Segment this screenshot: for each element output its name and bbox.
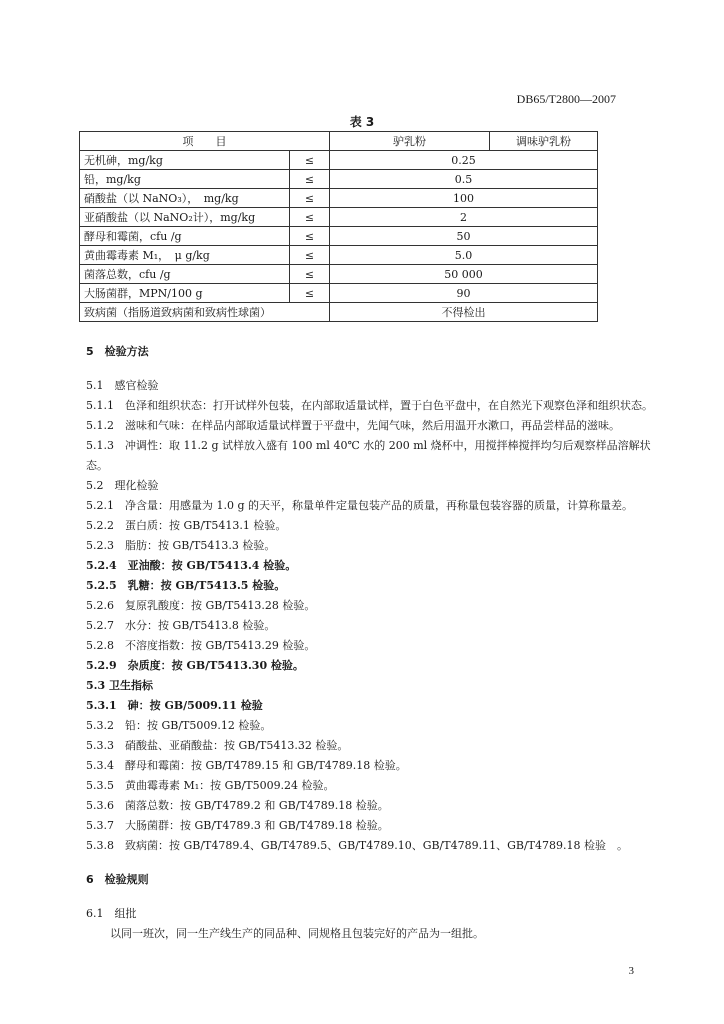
row-value: 50 000 [330, 265, 598, 284]
section-5-2-8: 5.2.8 不溶度指数：按 GB/T5413.29 检验。 [86, 639, 316, 652]
row-value: 0.5 [330, 170, 598, 189]
section-5-3-5: 5.3.5 黄曲霉毒素 M₁：按 GB/T5009.24 检验。 [86, 779, 335, 792]
section-5-3-7: 5.3.7 大肠菌群：按 GB/T4789.3 和 GB/T4789.18 检验。 [86, 819, 389, 832]
section-5-2-5: 5.2.5 乳糖：按 GB/T5413.5 检验。 [86, 579, 286, 592]
section-5-1-1: 5.1.1 色泽和组织状态：打开试样外包装，在内部取适量试样，置于白色平盘中，在自然光下观察色泽和组织状态。 [86, 399, 653, 412]
table-row [80, 170, 598, 189]
row-name: 硝酸盐（以 NaNO₃）， mg/kg [80, 189, 290, 208]
table-row [80, 303, 598, 322]
section-5-3-3: 5.3.3 硝酸盐、亚硝酸盐：按 GB/T5413.32 检验。 [86, 739, 349, 752]
row-value: 90 [330, 284, 598, 303]
section-5-2-4: 5.2.4 亚油酸：按 GB/T5413.4 检验。 [86, 559, 297, 572]
section-6-1: 6.1 组批 [86, 907, 137, 920]
table-row [80, 265, 598, 284]
page-number: 3 [628, 965, 634, 977]
table-row [80, 246, 598, 265]
row-symbol: ≤ [290, 284, 330, 303]
document-code: DB65/T2800—2007 [516, 92, 616, 106]
table-header-row [80, 132, 598, 151]
row-symbol: ≤ [290, 151, 330, 170]
section-5-2-3: 5.2.3 脂肪：按 GB/T5413.3 检验。 [86, 539, 276, 552]
row-symbol: ≤ [290, 170, 330, 189]
table-row [80, 208, 598, 227]
section-5-3-6: 5.3.6 菌落总数：按 GB/T4789.2 和 GB/T4789.18 检验。 [86, 799, 389, 812]
row-name: 亚硝酸盐（以 NaNO₂计），mg/kg [80, 208, 290, 227]
table-row [80, 227, 598, 246]
row-name: 菌落总数，cfu /g [80, 265, 290, 284]
row-value: 不得检出 [330, 303, 598, 322]
row-symbol: ≤ [290, 227, 330, 246]
section-5-2-1: 5.2.1 净含量：用感量为 1.0 g 的天平，称量单件定量包装产品的质量，再称量包装容器的质量，计算称量差。 [86, 499, 634, 512]
section-5-3-8: 5.3.8 致病菌：按 GB/T4789.4、GB/T4789.5、GB/T4789.10、GB/T4789.11、GB/T4789.18 检验 。 [86, 839, 628, 852]
row-symbol: ≤ [290, 208, 330, 227]
section-5-2: 5.2 理化检验 [86, 479, 159, 492]
row-value: 100 [330, 189, 598, 208]
row-symbol: ≤ [290, 246, 330, 265]
section-6-1-text: 以同一班次，同一生产线生产的同品种、同规格且包装完好的产品为一组批。 [110, 927, 484, 940]
section-5-3-1: 5.3.1 砷：按 GB/5009.11 检验 [86, 699, 263, 712]
section-5-title: 5 检验方法 [86, 345, 149, 358]
header-flavored-donkey-milk-powder: 调味驴乳粉 [490, 132, 598, 151]
section-5-2-7: 5.2.7 水分：按 GB/T5413.8 检验。 [86, 619, 276, 632]
section-6-title: 6 检验规则 [86, 873, 149, 886]
document-body [86, 342, 666, 944]
row-value: 5.0 [330, 246, 598, 265]
section-5-1-3: 5.1.3 冲调性：取 11.2 g 试样放入盛有 100 ml 40℃ 水的 200 ml 烧杯中，用搅拌棒搅拌均匀后观察样品溶解状态。 [86, 439, 651, 472]
table-row [80, 189, 598, 208]
spec-table [79, 131, 598, 322]
row-value: 50 [330, 227, 598, 246]
row-name: 无机砷，mg/kg [80, 151, 290, 170]
table-row [80, 284, 598, 303]
section-5-3-4: 5.3.4 酵母和霉菌：按 GB/T4789.15 和 GB/T4789.18 检验。 [86, 759, 407, 772]
section-5-2-2: 5.2.2 蛋白质：按 GB/T5413.1 检验。 [86, 519, 287, 532]
row-name: 大肠菌群，MPN/100 g [80, 284, 290, 303]
section-5-1-2: 5.1.2 滋味和气味：在样品内部取适量试样置于平盘中，先闻气味，然后用温开水漱口，再品尝样品的滋味。 [86, 419, 620, 432]
header-donkey-milk-powder: 驴乳粉 [330, 132, 490, 151]
section-5-3-2: 5.3.2 铅：按 GB/T5009.12 检验。 [86, 719, 272, 732]
row-symbol: ≤ [290, 265, 330, 284]
table-row [80, 151, 598, 170]
row-value: 0.25 [330, 151, 598, 170]
header-item: 项 目 [80, 132, 330, 151]
row-value: 2 [330, 208, 598, 227]
row-name: 黄曲霉毒素 M₁， μ g/kg [80, 246, 290, 265]
row-name: 酵母和霉菌，cfu /g [80, 227, 290, 246]
table-caption: 表 3 [349, 115, 375, 129]
section-5-1: 5.1 感官检验 [86, 379, 159, 392]
row-name: 铅，mg/kg [80, 170, 290, 189]
row-symbol: ≤ [290, 189, 330, 208]
section-5-3: 5.3 卫生指标 [86, 679, 153, 692]
section-5-2-6: 5.2.6 复原乳酸度：按 GB/T5413.28 检验。 [86, 599, 316, 612]
section-5-2-9: 5.2.9 杂质度：按 GB/T5413.30 检验。 [86, 659, 304, 672]
row-name: 致病菌（指肠道致病菌和致病性球菌） [80, 303, 330, 322]
